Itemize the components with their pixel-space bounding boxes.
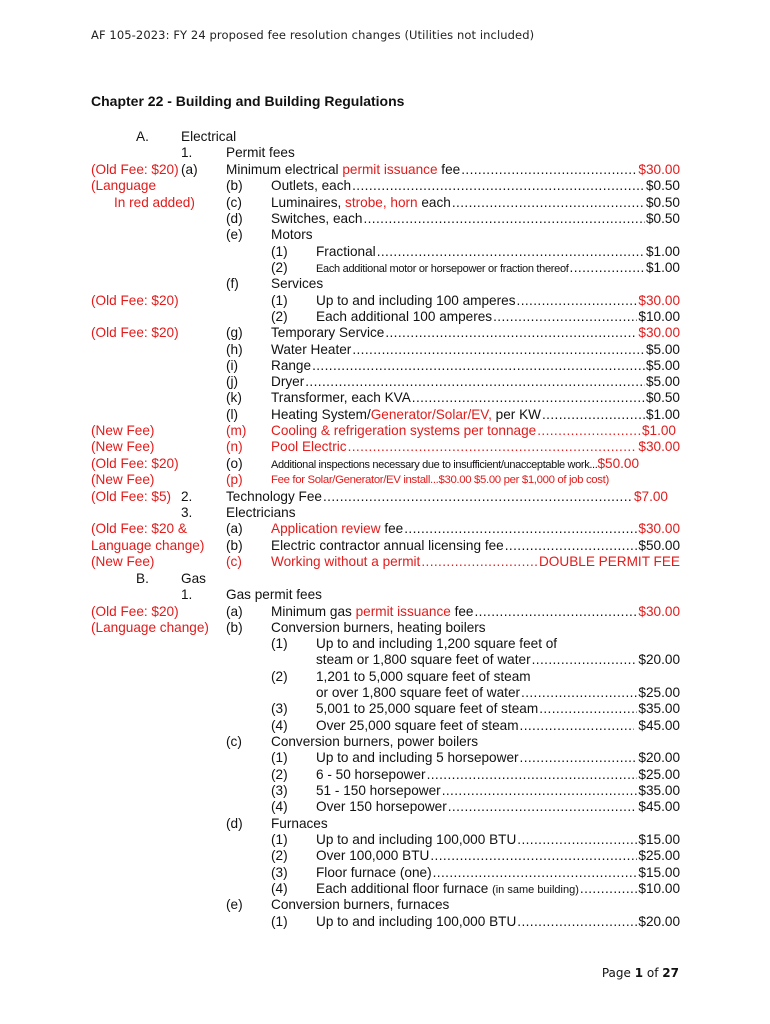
fee-label: Each additional 100 amperes [316,309,493,324]
fee-entry [316,293,680,309]
fee-amount: $45.00 [638,799,680,814]
item-marker: (d) [226,211,243,226]
fee-label: Conversion burners, power boilers [271,734,479,749]
fee-row [0,750,770,766]
fee-amount: $15.00 [638,832,680,847]
label-part: Each additional floor furnace [316,881,493,896]
fee-entry [271,521,680,537]
item-marker: (f) [226,276,239,291]
dot-leader [537,423,641,439]
item-marker: (c) [226,554,242,569]
dot-leader [363,211,645,227]
margin-note: (New Fee) [91,554,155,569]
page-number [602,966,679,980]
margin-note: (Old Fee: $20 & [91,521,187,536]
fee-row [0,701,770,717]
fee-amount: $0.50 [645,195,680,210]
fee-amount: $7.00 [633,489,668,504]
section-letter: A. [136,129,149,144]
fee-entry [271,554,680,570]
fee-entry [226,489,668,505]
fee-row [0,358,770,374]
fee-label: Temporary Service [271,325,385,340]
item-marker: (1) [271,750,288,765]
fee-label: 1,201 to 5,000 square feet of steam [316,669,531,684]
dot-leader [452,195,645,211]
label-part: fee [437,162,461,177]
section-a [0,129,770,145]
section-letter: B. [136,571,149,586]
fee-amount: $5.00 [645,358,680,373]
fee-label: Cooling & refrigeration systems per tonnage [271,423,537,438]
item-marker: (4) [271,881,288,896]
subsection-1 [0,145,770,161]
dot-leader [521,685,637,701]
item-marker: (n) [226,439,243,454]
page-header: AF 105-2023: FY 24 proposed fee resolution changes (Utilities not included) [91,28,535,42]
label-part: fee [450,604,474,619]
margin-note: (Language [91,178,157,193]
label-part-red: permit issuance [342,162,438,177]
fee-row [0,816,770,832]
dot-leader [421,554,538,570]
item-marker: (3) [271,783,288,798]
fee-label: Up to and including 100,000 BTU [316,832,517,847]
item-marker: (p) [226,472,243,487]
fee-amount: $50.00 [638,538,680,553]
fee-entry [316,244,680,260]
fee-amount: $5.00 [645,342,680,357]
fee-entry [316,750,680,766]
dot-leader [448,799,638,815]
label-part: Minimum electrical [226,162,343,177]
dot-leader [517,832,637,848]
fee-row [0,325,770,341]
fee-amount: $30.00 [638,439,680,454]
label-part: Minimum gas [271,604,356,619]
fee-amount: $1.00 [645,407,680,422]
fee-row [0,521,770,537]
of-word: of [643,966,663,980]
item-marker: (a) [226,604,243,619]
fee-amount: $20.00 [638,750,680,765]
fee-label: Water Heater [271,342,352,357]
fee-amount: $20.00 [638,914,680,929]
fee-amount: $30.00 [638,162,680,177]
fee-entry [316,309,680,325]
item-marker: (3) [271,865,288,880]
fee-label: Services [271,276,324,291]
fee-amount: $30.00 [638,293,680,308]
fee-entry [316,685,680,701]
fee-row [0,914,770,930]
fee-label: Fee for Solar/Generator/EV install...$30.00 $5.00 per $1,000 of job cost) [271,474,609,486]
fee-entry [271,374,680,390]
item-marker: (1) [271,914,288,929]
item-marker: (3) [271,701,288,716]
margin-note: (New Fee) [91,472,155,487]
item-marker: (i) [226,358,239,373]
item-marker: (a) [181,162,198,177]
fee-amount: $0.50 [645,211,680,226]
item-marker: (c) [226,195,242,210]
fee-row [0,309,770,325]
fee-entry [316,799,680,815]
dot-leader [348,439,638,455]
fee-label: steam or 1,800 square feet of water [316,652,531,667]
item-marker: (1) [271,244,288,259]
fee-row [0,374,770,390]
item-marker: (k) [226,390,242,405]
fee-row [0,472,770,488]
fee-label: Additional inspections necessary due to insufficient/unacceptable work... [271,459,598,471]
fee-row [0,799,770,815]
dot-leader [323,489,633,505]
fee-label: Conversion burners, heating boilers [271,620,486,635]
item-marker: (j) [226,374,239,389]
fee-amount: $1.00 [645,244,680,259]
fee-row [0,832,770,848]
dot-leader [475,604,638,620]
dot-leader [520,750,638,766]
fee-row [0,881,770,897]
fee-row [0,865,770,881]
fee-amount: $10.00 [638,309,680,324]
dot-leader [385,325,637,341]
margin-note: (Old Fee: $5) [91,489,172,504]
fee-amount: $45.00 [634,718,680,733]
subsection-1 [0,587,770,603]
fee-entry [271,325,680,341]
subsection-title: Permit fees [226,145,295,160]
dot-leader [312,358,645,374]
fee-label: Over 150 horsepower [316,799,447,814]
fee-entry [271,604,680,620]
margin-note: (Old Fee: $20) [91,325,179,340]
fee-row [0,538,770,554]
fee-entry [271,538,680,554]
fee-label: Up to and including 100,000 BTU [316,914,517,929]
item-marker: (g) [226,325,243,340]
item-marker: (4) [271,718,288,733]
fee-entry [271,456,680,473]
item-marker: (2) [271,669,288,684]
fee-label: Motors [271,227,313,242]
fee-row [0,195,770,211]
label-part: Luminaires, [271,195,346,210]
dot-leader [404,521,637,537]
item-marker: (e) [226,897,243,912]
fee-row [0,407,770,423]
fee-label: Up to and including 1,200 square feet of [316,636,558,651]
item-marker: (2) [271,309,288,324]
fee-label: Switches, each [271,211,363,226]
section-b [0,571,770,587]
item-marker: (2) [271,260,288,275]
fee-row [0,767,770,783]
fee-amount: $5.00 [645,374,680,389]
fee-row [0,260,770,276]
fee-label: Electric contractor annual licensing fee [271,538,504,553]
margin-note: In red added) [114,195,195,210]
subsection-number: 1. [181,587,193,602]
fee-amount: $1.00 [645,260,680,275]
label-part: per KW [491,407,541,422]
subsection-number: 3. [181,505,193,520]
dot-leader [532,652,638,668]
fee-label: Conversion burners, furnaces [271,897,450,912]
fee-row [0,604,770,620]
fee-row [0,227,770,243]
fee-row [0,178,770,194]
fee-amount: $35.00 [638,783,680,798]
fee-amount: $25.00 [638,685,680,700]
fee-row [0,734,770,750]
fee-amount: $30.00 [638,604,680,619]
item-marker: (m) [226,423,247,438]
item-marker: (1) [271,293,288,308]
fee-entry [316,865,680,881]
dot-leader [539,701,637,717]
item-marker: (b) [226,178,243,193]
fee-row [0,669,770,685]
fee-entry [226,162,680,178]
fee-label: Furnaces [271,816,328,831]
fee-label: Fractional [316,244,376,259]
fee-entry [271,358,680,374]
fee-entry [316,783,680,799]
subsection-number: 1. [181,145,193,160]
fee-label: or over 1,800 square feet of water [316,685,521,700]
margin-note: (Old Fee: $20) [91,293,179,308]
margin-note: (New Fee) [91,423,155,438]
fee-label: Range [271,358,312,373]
fee-entry [271,178,680,194]
fee-label: Technology Fee [226,489,322,504]
total-pages: 27 [662,966,679,980]
fee-label: 5,001 to 25,000 square feet of steam [316,701,539,716]
margin-note: (Old Fee: $20) [91,162,179,177]
fee-row [0,390,770,406]
item-marker: (d) [226,816,243,831]
item-marker: (c) [226,734,242,749]
item-marker: (4) [271,799,288,814]
fee-amount: $50.00 [597,456,640,471]
item-marker: (h) [226,342,243,357]
fee-entry [316,718,680,734]
fee-label: Transformer, each KVA [271,390,411,405]
subsection-3 [0,505,770,521]
label-part-red: Generator/Solar/EV, [370,407,492,422]
subsection-title: Electricians [226,505,296,520]
fee-amount: $25.00 [638,848,680,863]
fee-label: Working without a permit [271,554,421,569]
dot-leader [352,178,645,194]
fee-row [0,162,770,178]
label-part: each [417,195,451,210]
section-title: Electrical [181,129,237,144]
fee-entry [316,832,680,848]
item-marker: (b) [226,538,243,553]
fee-label: Dryer [271,374,305,389]
item-marker: (1) [271,832,288,847]
item-marker: (2) [271,767,288,782]
dot-leader [352,342,645,358]
fee-row [0,685,770,701]
fee-entry [271,423,676,439]
dot-leader [520,718,634,734]
fee-label: Up to and including 100 amperes [316,293,516,308]
fee-row [0,342,770,358]
fee-entry [271,195,680,211]
fee-amount: $30.00 [638,325,680,340]
fee-row [0,897,770,913]
subsection-title: Gas permit fees [226,587,322,602]
fee-label: Each additional motor or horsepower or fraction thereof [316,263,569,275]
dot-leader [517,293,638,309]
fee-entry [316,914,680,930]
fee-label: Outlets, each [271,178,352,193]
fee-row [0,554,770,570]
margin-note: (Language change) [91,620,209,635]
fee-row [0,439,770,455]
chapter-title: Chapter 22 - Building and Building Regulations [91,93,405,109]
dot-leader [430,848,637,864]
fee-label: Floor furnace (one) [316,865,432,880]
current-page: 1 [634,966,644,980]
margin-note: (Old Fee: $20) [91,604,179,619]
fee-amount: $35.00 [638,701,680,716]
label-part-small: (in same building) [492,884,579,896]
fee-row [0,293,770,309]
subsection-number: 2. [181,489,193,504]
fee-label: 51 - 150 horsepower [316,783,441,798]
fee-amount: $15.00 [638,865,680,880]
fee-entry [271,342,680,358]
fee-label: Pool Electric [271,439,347,454]
fee-entry [316,848,680,864]
fee-amount: DOUBLE PERMIT FEE [538,554,680,569]
fee-row [0,652,770,668]
dot-leader [377,244,645,260]
fee-entry [316,260,680,277]
dot-leader [433,865,638,881]
fee-label: 6 - 50 horsepower [316,767,426,782]
fee-row [0,620,770,636]
fee-entry [271,211,680,227]
label-part-red: Application review [271,521,381,536]
dot-leader [493,309,637,325]
dot-leader [442,783,638,799]
label-part-red: permit issuance [355,604,451,619]
fee-row [0,636,770,652]
fee-row [0,423,770,439]
dot-leader [412,390,645,406]
fee-row [0,718,770,734]
fee-amount: $25.00 [638,767,680,782]
section-title: Gas [181,571,206,586]
dot-leader [517,914,637,930]
fee-entry [271,390,680,406]
item-marker: (l) [226,407,239,422]
fee-amount: $0.50 [645,178,680,193]
fee-amount: $0.50 [645,390,680,405]
label-part: fee [380,521,404,536]
fee-label: Over 100,000 BTU [316,848,430,863]
item-marker: (1) [271,636,288,651]
fee-amount: $1.00 [641,423,676,438]
fee-label: Over 25,000 square feet of steam [316,718,519,733]
fee-amount: $20.00 [638,652,680,667]
item-marker: (b) [226,620,243,635]
dot-leader [580,881,638,897]
fee-entry [271,407,680,423]
fee-row [0,211,770,227]
item-marker: (e) [226,227,243,242]
fee-row [0,244,770,260]
margin-note: (Old Fee: $20) [91,456,179,471]
label-part: Heating System/ [271,407,371,422]
item-marker: (o) [226,456,243,471]
dot-leader [542,407,645,423]
dot-leader [505,538,638,554]
dot-leader [305,374,645,390]
dot-leader [427,767,638,783]
item-marker: (2) [271,848,288,863]
margin-note: Language change) [91,538,205,553]
fee-entry [316,767,680,783]
fee-row [0,848,770,864]
fee-row [0,489,770,505]
item-marker: (a) [226,521,243,536]
page-word: Page [601,966,635,980]
fee-row [0,783,770,799]
fee-entry [316,652,680,668]
fee-entry [316,701,680,717]
dot-leader [570,260,645,276]
fee-amount: $30.00 [638,521,680,536]
fee-row [0,456,770,472]
fee-amount: $10.00 [638,881,680,896]
fee-entry [316,881,680,898]
fee-row [0,276,770,292]
fee-entry [271,439,680,455]
dot-leader [461,162,637,178]
margin-note: (New Fee) [91,439,155,454]
fee-label: Up to and including 5 horsepower [316,750,519,765]
label-part-red: strobe, horn [345,195,418,210]
